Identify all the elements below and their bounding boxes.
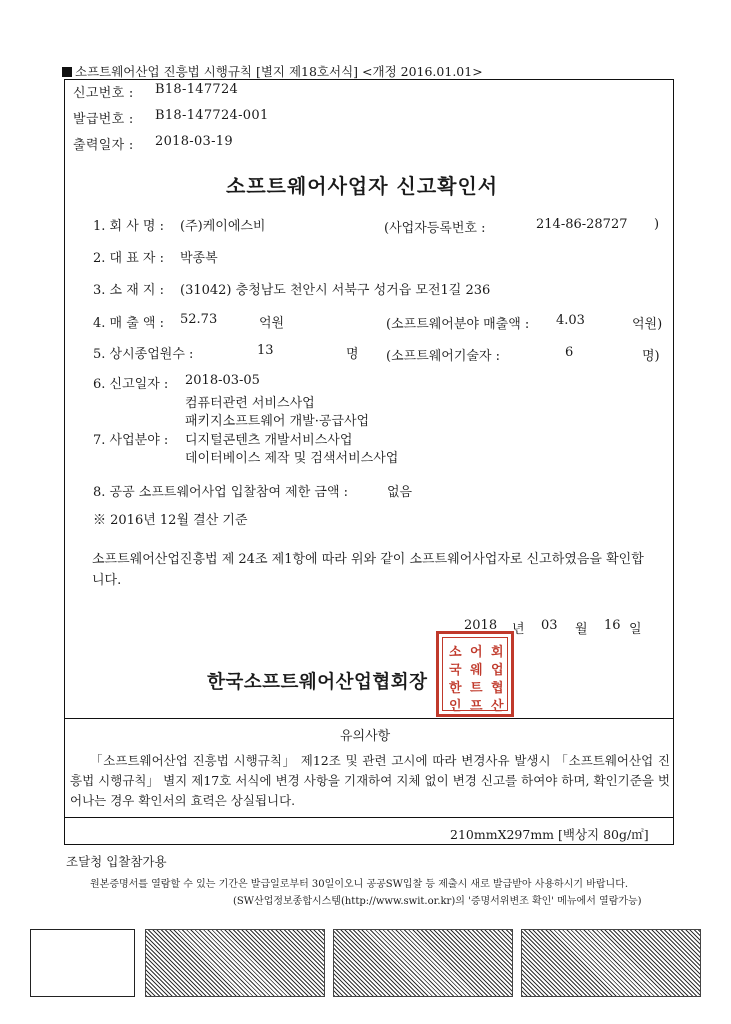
- barcode-pattern: [521, 929, 701, 997]
- barcode-pattern: [333, 929, 513, 997]
- issue-number-label: 발급번호 :: [73, 112, 134, 127]
- seal-char: 어: [470, 645, 483, 660]
- company-label: 1. 회 사 명 :: [93, 219, 164, 234]
- paper-spec: 210mmX297mm [백상지 80g/㎡]: [450, 827, 649, 842]
- settlement-note: ※ 2016년 12월 결산 기준: [93, 513, 248, 528]
- sw-sales-label: (소프트웨어분야 매출액 :: [386, 317, 530, 332]
- report-number-value: B18-147724: [155, 82, 239, 97]
- seal-char: 산: [491, 699, 504, 714]
- ceo-label: 2. 대 표 자 :: [93, 251, 164, 266]
- tech-staff-unit: 명): [642, 349, 660, 364]
- confirmation-text: 소프트웨어산업진흥법 제 24조 제1항에 따라 위와 같이 소프트웨어사업자로 신고하였음을 확인합니다.: [92, 552, 644, 588]
- business-reg-value: 214-86-28727: [536, 217, 628, 232]
- issue-year-unit: 년: [512, 622, 525, 637]
- seal-char: 프: [470, 699, 483, 714]
- business-field-item: 컴퓨터관련 서비스사업: [185, 396, 315, 411]
- business-reg-label: (사업자등록번호 :: [384, 221, 486, 236]
- seal-char: 한: [449, 681, 462, 696]
- business-field-label: 7. 사업분야 :: [93, 433, 169, 448]
- seal-char: 국: [449, 663, 462, 678]
- seal-char: 협: [491, 681, 504, 696]
- seal-char: 업: [491, 663, 504, 678]
- square-bullet-icon: [62, 67, 72, 77]
- report-number-label: 신고번호 :: [73, 86, 134, 101]
- notice-text: 「소프트웨어산업 진흥법 시행규칙」 제12조 및 관련 고시에 따라 변경사유 발생시 「소프트웨어산업 진흥법 시행규칙」 별지 제17호 서식에 변경 사항을 기재하여 지체 없이 변경 신고를 하여야 하며, 확인기준을 벗어나는 경우 확인서의 효력은 상실됩니다.: [70, 753, 670, 808]
- business-field-item: 디지털콘텐츠 개발서비스사업: [185, 433, 353, 448]
- issue-year: 2018: [464, 618, 498, 633]
- business-field-item: 패키지소프트웨어 개발·공급사업: [185, 414, 370, 429]
- business-reg-close: ): [654, 217, 660, 232]
- print-date-value: 2018-03-19: [155, 134, 233, 149]
- seal-char: 트: [470, 681, 483, 696]
- report-date-label: 6. 신고일자 :: [93, 377, 169, 392]
- notice-title: 유의사항: [340, 729, 391, 744]
- report-date-value: 2018-03-05: [185, 373, 260, 388]
- footer-line-2: (SW산업정보종합시스템(http://www.swit.or.kr)의 '증명서위변조 확인' 메뉴에서 열람가능): [233, 896, 642, 907]
- document-title: 소프트웨어사업자 신고확인서: [226, 174, 499, 198]
- issue-day-unit: 일: [629, 622, 642, 637]
- seal-char: 회: [491, 645, 504, 660]
- address-label: 3. 소 재 지 :: [93, 283, 164, 298]
- sales-label: 4. 매 출 액 :: [93, 316, 164, 331]
- paper-divider: [65, 817, 673, 818]
- verification-box-blank: [30, 929, 135, 997]
- ceo-value: 박종복: [180, 251, 218, 266]
- barcode-pattern: [145, 929, 325, 997]
- address-value: (31042) 충청남도 천안시 서북구 성거읍 모전1길 236: [180, 283, 491, 298]
- business-field-item: 데이터베이스 제작 및 검색서비스사업: [185, 451, 399, 466]
- issue-day: 16: [604, 618, 621, 633]
- print-date-label: 출력일자 :: [73, 138, 134, 153]
- issue-number-value: B18-147724-001: [155, 108, 269, 123]
- tech-staff-label: (소프트웨어기술자 :: [386, 349, 501, 364]
- seal-char: 웨: [470, 663, 483, 678]
- sales-unit: 억원: [259, 316, 285, 331]
- company-value: (주)케이에스비: [180, 219, 266, 234]
- employees-label: 5. 상시종업원수 :: [93, 347, 194, 362]
- sales-value: 52.73: [180, 312, 218, 327]
- form-header: [62, 62, 483, 80]
- issuer-name: 한국소프트웨어산업협회장: [207, 672, 428, 693]
- issue-month: 03: [541, 618, 558, 633]
- bid-limit-value: 없음: [387, 485, 413, 500]
- sw-sales-value: 4.03: [556, 313, 585, 328]
- seal-char: 인: [449, 699, 462, 714]
- footer-line-1: 원본증명서를 열람할 수 있는 기간은 발급일로부터 30일이오니 공공SW입찰 등 제출시 새로 발급받아 사용하시기 바랍니다.: [90, 879, 629, 890]
- issue-month-unit: 월: [575, 622, 588, 637]
- form-header-text: 소프트웨어산업 진흥법 시행규칙 [별지 제18호서식] <개정 2016.01.01>: [75, 64, 483, 79]
- sw-sales-unit: 억원): [632, 317, 663, 332]
- footer-title: 조달청 입찰참가용: [66, 854, 167, 869]
- notice-divider: [65, 718, 673, 719]
- employees-value: 13: [257, 343, 274, 358]
- tech-staff-value: 6: [565, 345, 574, 360]
- employees-unit: 명: [346, 347, 359, 362]
- bid-limit-label: 8. 공공 소프트웨어사업 입찰참여 제한 금액 :: [93, 485, 349, 500]
- official-seal-stamp: [436, 631, 514, 717]
- seal-char: 소: [449, 645, 462, 660]
